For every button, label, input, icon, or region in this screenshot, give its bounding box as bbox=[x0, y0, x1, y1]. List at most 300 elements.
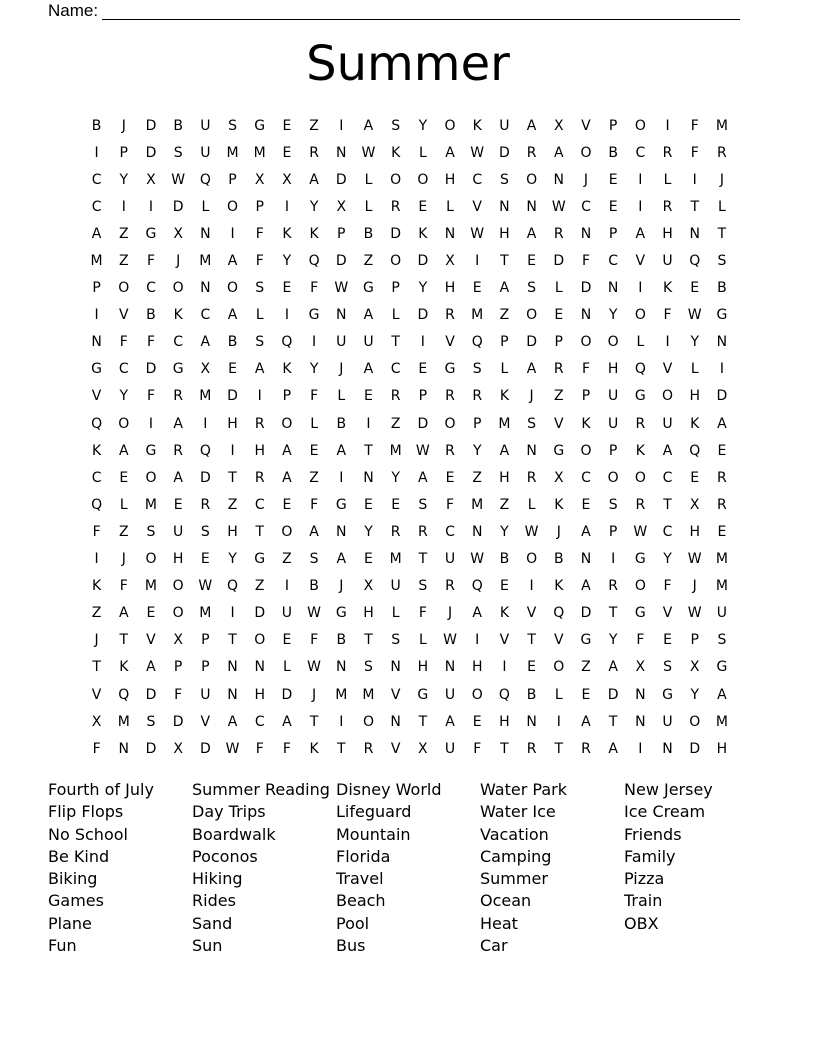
grid-letter: E bbox=[282, 117, 292, 134]
grid-letter: B bbox=[336, 415, 347, 432]
grid-letter: R bbox=[635, 496, 646, 513]
grid-letter: R bbox=[254, 415, 265, 432]
grid-letter: N bbox=[336, 144, 347, 161]
grid-letter: I bbox=[312, 334, 317, 351]
grid-letter: D bbox=[145, 144, 157, 161]
grid-letter: R bbox=[445, 442, 455, 459]
grid-letter: V bbox=[581, 117, 591, 134]
grid-letter: C bbox=[445, 523, 455, 540]
grid-letter: S bbox=[255, 280, 265, 297]
grid-letter: I bbox=[257, 388, 262, 405]
word-item: Vacation bbox=[480, 824, 549, 844]
grid-letter: P bbox=[690, 632, 699, 649]
grid-letter: F bbox=[636, 632, 645, 649]
grid-letter: L bbox=[527, 496, 536, 513]
grid-letter: X bbox=[363, 578, 374, 595]
grid-letter: Y bbox=[500, 523, 509, 540]
grid-letter: K bbox=[173, 307, 183, 324]
grid-letter: D bbox=[172, 713, 184, 730]
word-item: Be Kind bbox=[48, 846, 110, 866]
grid-letter: W bbox=[633, 523, 648, 540]
grid-letter: C bbox=[254, 496, 265, 513]
grid-letter: I bbox=[665, 117, 670, 134]
grid-letter: K bbox=[92, 442, 102, 459]
grid-letter: O bbox=[471, 686, 483, 703]
grid-letter: A bbox=[282, 713, 292, 730]
grid-letter: U bbox=[444, 686, 456, 703]
word-item: Florida bbox=[336, 846, 391, 866]
grid-letter: N bbox=[227, 686, 238, 703]
grid-letter: C bbox=[390, 361, 401, 378]
grid-letter: A bbox=[499, 442, 510, 459]
grid-letter: L bbox=[119, 496, 128, 513]
grid-letter: D bbox=[553, 253, 565, 270]
grid-letter: R bbox=[472, 388, 483, 405]
grid-letter: Z bbox=[472, 469, 483, 486]
grid-letter: X bbox=[200, 361, 211, 378]
grid-letter: G bbox=[254, 551, 266, 568]
grid-row bbox=[83, 546, 737, 573]
grid-letter: A bbox=[309, 171, 319, 188]
grid-letter: O bbox=[227, 198, 239, 215]
grid-letter: Q bbox=[689, 442, 701, 459]
grid-letter: F bbox=[690, 117, 699, 134]
grid-letter: V bbox=[553, 415, 564, 432]
grid-letter: E bbox=[690, 280, 700, 297]
grid-letter: V bbox=[146, 632, 156, 649]
grid-letter: R bbox=[309, 144, 319, 161]
grid-letter: S bbox=[499, 171, 509, 188]
grid-letter: C bbox=[662, 469, 673, 486]
grid-letter: C bbox=[200, 307, 211, 324]
grid-letter: R bbox=[417, 523, 428, 540]
grid-letter: R bbox=[662, 198, 673, 215]
word-item: Train bbox=[624, 891, 663, 911]
grid-letter: R bbox=[526, 740, 537, 757]
grid-letter: N bbox=[336, 307, 347, 324]
grid-letter: C bbox=[581, 198, 591, 215]
grid-letter: L bbox=[663, 171, 672, 188]
grid-letter: A bbox=[581, 523, 591, 540]
grid-row bbox=[83, 437, 737, 464]
grid-letter: I bbox=[284, 578, 289, 595]
word-item: Water Park bbox=[480, 780, 567, 799]
grid-letter: I bbox=[284, 198, 289, 215]
grid-letter: M bbox=[715, 578, 728, 595]
grid-letter: I bbox=[94, 551, 99, 568]
grid-letter: E bbox=[364, 388, 373, 405]
grid-letter: K bbox=[391, 144, 401, 161]
grid-row bbox=[83, 627, 737, 654]
grid-letter: U bbox=[173, 523, 184, 540]
grid-letter: N bbox=[499, 198, 510, 215]
grid-letter: G bbox=[363, 280, 374, 297]
grid-letter: Y bbox=[119, 171, 129, 188]
grid-letter: M bbox=[498, 415, 511, 432]
grid-letter: A bbox=[445, 713, 455, 730]
grid-letter: H bbox=[689, 388, 700, 405]
grid-letter: T bbox=[717, 225, 727, 242]
grid-letter: A bbox=[363, 361, 374, 378]
grid-letter: U bbox=[200, 144, 211, 161]
grid-letter: M bbox=[715, 551, 728, 568]
grid-letter: Z bbox=[118, 253, 129, 270]
grid-letter: L bbox=[283, 659, 291, 676]
grid-letter: O bbox=[634, 117, 646, 134]
grid-letter: P bbox=[608, 225, 618, 242]
grid-letter: I bbox=[121, 198, 126, 215]
grid-letter: E bbox=[581, 686, 591, 703]
word-item: No School bbox=[48, 824, 128, 844]
grid-letter: N bbox=[118, 740, 130, 757]
word-column bbox=[624, 779, 768, 957]
grid-letter: D bbox=[499, 144, 510, 161]
grid-letter: R bbox=[390, 523, 401, 540]
grid-letter: C bbox=[635, 144, 646, 161]
grid-letter: H bbox=[172, 551, 184, 568]
grid-letter: K bbox=[635, 442, 645, 459]
grid-letter: R bbox=[717, 144, 727, 161]
grid-letter: V bbox=[662, 361, 673, 378]
grid-letter: R bbox=[445, 388, 455, 405]
grid-letter: O bbox=[553, 659, 565, 676]
grid-letter: B bbox=[227, 334, 238, 351]
grid-letter: A bbox=[418, 469, 428, 486]
word-item: Rides bbox=[192, 891, 236, 911]
word-item: OBX bbox=[624, 913, 659, 933]
grid-letter: N bbox=[227, 659, 238, 676]
grid-letter: R bbox=[717, 469, 727, 486]
grid-letter: U bbox=[200, 117, 211, 134]
grid-letter: B bbox=[363, 225, 374, 242]
grid-letter: Q bbox=[281, 334, 293, 351]
grid-letter: V bbox=[91, 686, 102, 703]
name-field bbox=[48, 0, 740, 20]
grid-letter: I bbox=[339, 117, 344, 134]
grid-letter: E bbox=[146, 605, 156, 622]
grid-letter: A bbox=[227, 253, 238, 270]
grid-letter: N bbox=[444, 659, 456, 676]
grid-letter: I bbox=[366, 415, 371, 432]
grid-letter: D bbox=[716, 388, 728, 405]
grid-letter: P bbox=[228, 171, 237, 188]
grid-letter: G bbox=[634, 551, 646, 568]
grid-letter: L bbox=[500, 361, 509, 378]
grid-letter: D bbox=[199, 469, 211, 486]
grid-letter: P bbox=[608, 523, 618, 540]
grid-letter: G bbox=[634, 388, 646, 405]
grid-letter: E bbox=[554, 307, 564, 324]
grid-letter: S bbox=[309, 551, 319, 568]
grid-letter: S bbox=[146, 523, 156, 540]
word-column bbox=[192, 779, 336, 957]
grid-letter: C bbox=[118, 361, 129, 378]
grid-letter: E bbox=[364, 496, 373, 513]
grid-letter: J bbox=[339, 578, 344, 595]
grid-letter: D bbox=[199, 740, 211, 757]
word-item: Pool bbox=[336, 913, 370, 933]
grid-letter: O bbox=[607, 469, 619, 486]
grid-letter: O bbox=[390, 171, 402, 188]
grid-letter: Z bbox=[227, 496, 238, 513]
grid-letter: A bbox=[173, 469, 183, 486]
grid-letter: E bbox=[472, 713, 482, 730]
grid-letter: T bbox=[364, 632, 373, 649]
grid-letter: R bbox=[526, 144, 537, 161]
grid-letter: T bbox=[92, 659, 101, 676]
grid-letter: P bbox=[418, 388, 428, 405]
grid-letter: R bbox=[173, 388, 184, 405]
grid-letter: D bbox=[607, 686, 619, 703]
grid-letter: E bbox=[445, 469, 455, 486]
grid-letter: N bbox=[635, 686, 646, 703]
grid-letter: L bbox=[337, 388, 346, 405]
grid-row bbox=[83, 708, 737, 735]
grid-letter: W bbox=[307, 659, 322, 676]
grid-letter: O bbox=[281, 415, 293, 432]
grid-letter: X bbox=[418, 740, 428, 757]
grid-letter: U bbox=[608, 388, 619, 405]
grid-letter: Q bbox=[199, 442, 211, 459]
grid-letter: J bbox=[447, 605, 453, 622]
grid-letter: I bbox=[339, 713, 344, 730]
grid-letter: Y bbox=[608, 632, 618, 649]
word-item: Bus bbox=[336, 936, 366, 956]
grid-letter: G bbox=[172, 361, 184, 378]
grid-letter: J bbox=[94, 632, 99, 649]
grid-letter: F bbox=[255, 740, 264, 757]
grid-letter: N bbox=[336, 523, 347, 540]
grid-letter: J bbox=[529, 388, 534, 405]
grid-letter: N bbox=[580, 225, 592, 242]
grid-letter: R bbox=[363, 740, 374, 757]
grid-letter: I bbox=[94, 144, 99, 161]
grid-letter: R bbox=[445, 307, 455, 324]
grid-row bbox=[83, 193, 737, 220]
grid-letter: Z bbox=[91, 605, 102, 622]
grid-letter: S bbox=[173, 144, 183, 161]
grid-letter: G bbox=[254, 117, 266, 134]
grid-letter: Q bbox=[498, 686, 510, 703]
grid-letter: A bbox=[363, 117, 374, 134]
grid-letter: X bbox=[146, 171, 156, 188]
grid-letter: I bbox=[284, 307, 289, 324]
grid-letter: E bbox=[663, 632, 672, 649]
grid-letter: O bbox=[227, 280, 239, 297]
grid-letter: F bbox=[663, 578, 672, 595]
grid-letter: Z bbox=[254, 578, 265, 595]
grid-letter: J bbox=[583, 171, 589, 188]
grid-letter: A bbox=[227, 713, 238, 730]
grid-letter: O bbox=[444, 415, 456, 432]
grid-letter: Y bbox=[690, 334, 699, 351]
grid-letter: T bbox=[500, 253, 509, 270]
grid-letter: W bbox=[470, 144, 485, 161]
grid-letter: F bbox=[581, 361, 590, 378]
grid-letter: A bbox=[146, 659, 156, 676]
grid-letter: U bbox=[662, 713, 673, 730]
grid-letter: N bbox=[716, 334, 728, 351]
grid-letter: J bbox=[176, 253, 181, 270]
grid-letter: M bbox=[715, 117, 728, 134]
grid-letter: I bbox=[719, 361, 724, 378]
grid-letter: H bbox=[254, 686, 265, 703]
grid-letter: Y bbox=[364, 523, 373, 540]
grid-letter: D bbox=[417, 415, 429, 432]
grid-letter: I bbox=[611, 551, 616, 568]
grid-letter: F bbox=[282, 740, 291, 757]
grid-letter: L bbox=[364, 198, 373, 215]
grid-letter: D bbox=[281, 686, 293, 703]
grid-letter: F bbox=[119, 578, 128, 595]
grid-row bbox=[83, 600, 737, 627]
grid-letter: N bbox=[635, 713, 646, 730]
grid-letter: P bbox=[255, 198, 264, 215]
grid-letter: B bbox=[309, 578, 319, 595]
grid-letter: N bbox=[200, 280, 211, 297]
grid-letter: I bbox=[203, 415, 208, 432]
grid-letter: T bbox=[500, 740, 509, 757]
grid-letter: I bbox=[148, 198, 154, 215]
grid-letter: K bbox=[309, 740, 319, 757]
grid-letter: T bbox=[608, 605, 618, 622]
grid-letter: H bbox=[499, 469, 510, 486]
grid-letter: O bbox=[254, 632, 266, 649]
grid-letter: Y bbox=[309, 361, 319, 378]
grid-letter: C bbox=[254, 713, 265, 730]
grid-letter: L bbox=[636, 334, 645, 351]
grid-letter: A bbox=[282, 469, 292, 486]
grid-letter: M bbox=[715, 713, 728, 730]
grid-letter: B bbox=[608, 144, 618, 161]
grid-row bbox=[83, 491, 737, 518]
grid-letter: N bbox=[607, 280, 619, 297]
grid-letter: H bbox=[363, 605, 374, 622]
grid-letter: N bbox=[526, 442, 537, 459]
grid-letter: E bbox=[173, 496, 183, 513]
grid-letter: E bbox=[690, 469, 700, 486]
word-item: Summer Reading bbox=[192, 780, 330, 799]
grid-letter: T bbox=[228, 469, 237, 486]
grid-letter: J bbox=[692, 578, 697, 595]
grid-letter: E bbox=[282, 632, 292, 649]
grid-letter: W bbox=[307, 605, 322, 622]
grid-letter: F bbox=[663, 307, 672, 324]
grid-letter: I bbox=[502, 659, 507, 676]
grid-letter: F bbox=[255, 225, 264, 242]
grid-letter: A bbox=[173, 415, 183, 432]
grid-letter: B bbox=[173, 117, 183, 134]
grid-letter: V bbox=[635, 253, 646, 270]
grid-letter: Z bbox=[499, 496, 510, 513]
grid-letter: F bbox=[146, 253, 155, 270]
word-item: Camping bbox=[480, 846, 552, 866]
grid-letter: W bbox=[361, 144, 376, 161]
grid-letter: W bbox=[171, 171, 186, 188]
grid-letter: L bbox=[418, 632, 427, 649]
grid-letter: Z bbox=[282, 551, 292, 568]
grid-letter: O bbox=[634, 307, 646, 324]
grid-letter: Y bbox=[119, 388, 129, 405]
grid-letter: F bbox=[310, 496, 319, 513]
grid-letter: D bbox=[145, 117, 157, 134]
grid-letter: G bbox=[145, 442, 157, 459]
grid-letter: E bbox=[608, 198, 618, 215]
grid-letter: F bbox=[581, 253, 590, 270]
word-column bbox=[480, 779, 624, 957]
grid-letter: O bbox=[689, 713, 701, 730]
word-item: Sand bbox=[192, 913, 233, 933]
grid-letter: M bbox=[144, 496, 158, 513]
grid-letter: E bbox=[282, 496, 292, 513]
grid-letter: F bbox=[146, 388, 155, 405]
grid-letter: Q bbox=[689, 253, 701, 270]
grid-letter: O bbox=[526, 307, 538, 324]
grid-row bbox=[83, 464, 737, 491]
grid-letter: O bbox=[444, 117, 456, 134]
grid-letter: Y bbox=[282, 253, 292, 270]
grid-letter: A bbox=[662, 442, 673, 459]
grid-letter: B bbox=[336, 632, 347, 649]
grid-letter: E bbox=[717, 523, 727, 540]
grid-letter: C bbox=[608, 253, 619, 270]
grid-letter: M bbox=[226, 144, 239, 161]
grid-letter: S bbox=[391, 632, 401, 649]
grid-letter: Q bbox=[553, 605, 565, 622]
grid-letter: M bbox=[389, 442, 402, 459]
grid-letter: X bbox=[445, 253, 455, 270]
grid-letter: M bbox=[144, 578, 158, 595]
grid-letter: D bbox=[417, 253, 429, 270]
grid-letter: S bbox=[200, 523, 210, 540]
grid-letter: M bbox=[471, 496, 484, 513]
grid-row bbox=[83, 275, 737, 302]
grid-letter: A bbox=[499, 280, 510, 297]
grid-letter: W bbox=[524, 523, 539, 540]
grid-letter: T bbox=[309, 713, 319, 730]
grid-letter: H bbox=[227, 523, 238, 540]
grid-letter: D bbox=[227, 388, 238, 405]
grid-letter: O bbox=[172, 605, 184, 622]
word-item: Ice Cream bbox=[624, 802, 706, 822]
grid-letter: Q bbox=[91, 415, 103, 432]
word-item: Summer bbox=[480, 869, 548, 889]
grid-letter: R bbox=[200, 496, 211, 513]
grid-letter: A bbox=[227, 307, 238, 324]
word-item: Water Ice bbox=[480, 802, 556, 822]
grid-letter: W bbox=[334, 280, 349, 297]
grid-letter: M bbox=[253, 144, 266, 161]
grid-letter: F bbox=[92, 740, 101, 757]
grid-letter: O bbox=[145, 469, 157, 486]
grid-letter: T bbox=[228, 632, 237, 649]
grid-letter: F bbox=[418, 605, 427, 622]
name-blank-line bbox=[102, 4, 740, 20]
grid-letter: P bbox=[608, 117, 618, 134]
grid-letter: T bbox=[554, 740, 564, 757]
name-label: Name: bbox=[48, 1, 99, 20]
grid-letter: L bbox=[391, 307, 400, 324]
grid-letter: U bbox=[608, 415, 619, 432]
grid-letter: J bbox=[339, 361, 344, 378]
grid-letter: K bbox=[92, 578, 102, 595]
grid-letter: R bbox=[254, 469, 265, 486]
grid-letter: D bbox=[145, 740, 157, 757]
grid-letter: U bbox=[281, 605, 293, 622]
grid-letter: H bbox=[444, 280, 456, 297]
grid-letter: S bbox=[418, 578, 428, 595]
grid-letter: K bbox=[690, 415, 700, 432]
